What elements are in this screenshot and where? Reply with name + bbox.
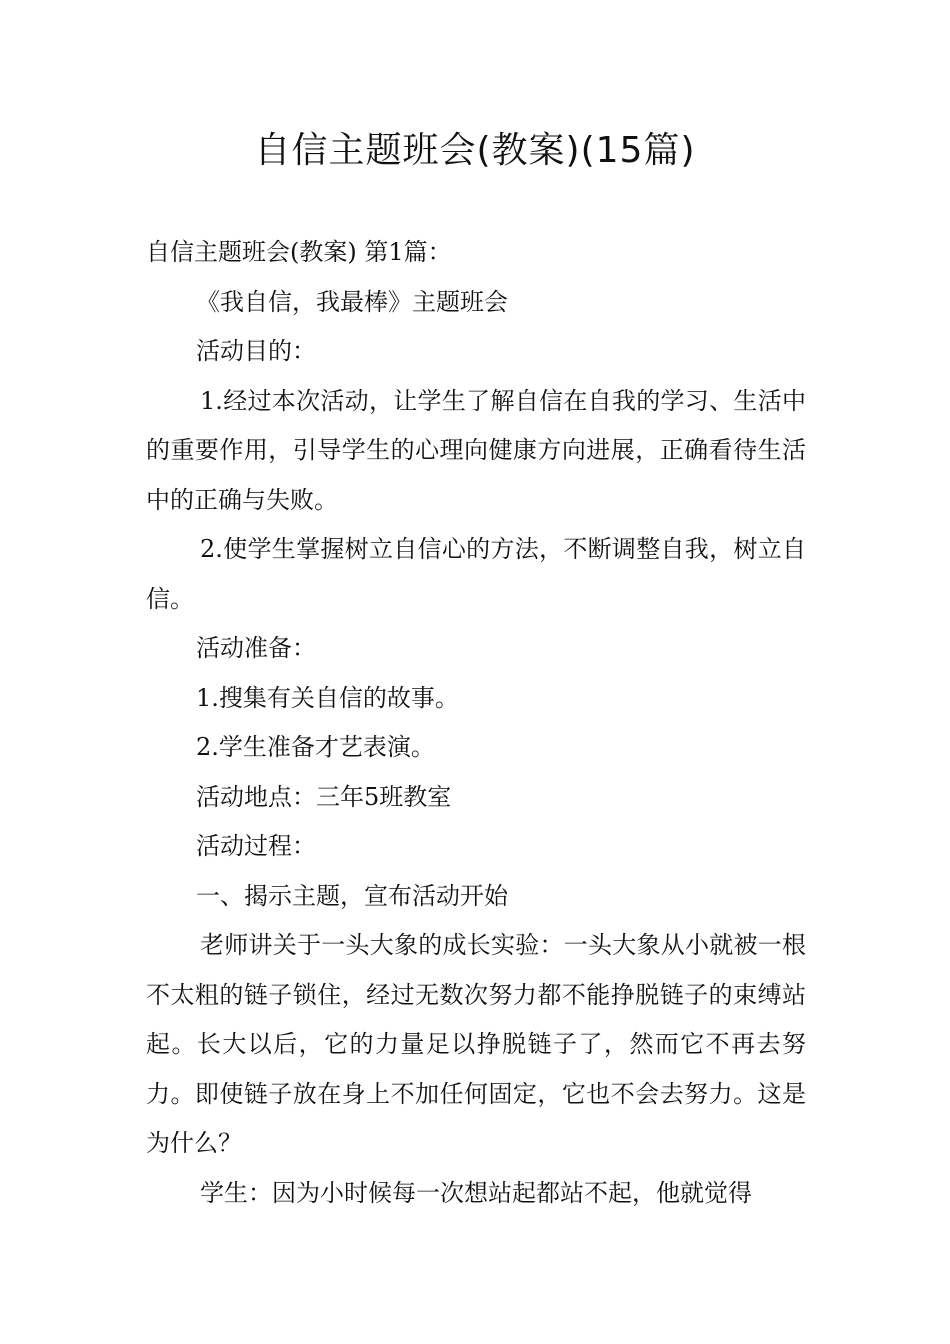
paragraph: 活动过程：	[196, 832, 316, 860]
paragraph: 2.学生准备才艺表演。	[196, 733, 435, 761]
document-body	[146, 228, 806, 1218]
paragraph: 学生：因为小时候每一次想站起都站不起，他就觉得	[200, 1178, 752, 1207]
paragraph: 活动地点：三年5班教室	[196, 782, 452, 811]
paragraph: 2.使学生掌握树立自信心的方法，不断调整自我，树立自信。	[146, 535, 806, 613]
paragraph: 老师讲关于一头大象的成长实验：一头大象从小就被一根不太粗的链子锁住，经过无数次努力都不能挣脱链子的束缚站起。长大以后，它的力量足以挣脱链子了，然而它不再去努力。即使链子放在身上不加任何固定，它也不会去努力。这是为什么？	[146, 931, 806, 1157]
paragraph: 1.经过本次活动，让学生了解自信在自我的学习、生活中的重要作用，引导学生的心理向健康方向进展，正确看待生活中的正确与失败。	[146, 386, 806, 514]
document-title: 自信主题班会(教案)(15篇)	[254, 130, 696, 171]
paragraph: 《我自信，我最棒》主题班会	[196, 287, 508, 316]
paragraph: 活动准备：	[196, 634, 316, 662]
paragraph: 活动目的：	[196, 337, 316, 365]
paragraph: 一、揭示主题，宣布活动开始	[196, 881, 508, 910]
paragraph: 1.搜集有关自信的故事。	[196, 683, 459, 712]
section-heading: 自信主题班会(教案) 第1篇：	[146, 238, 452, 266]
